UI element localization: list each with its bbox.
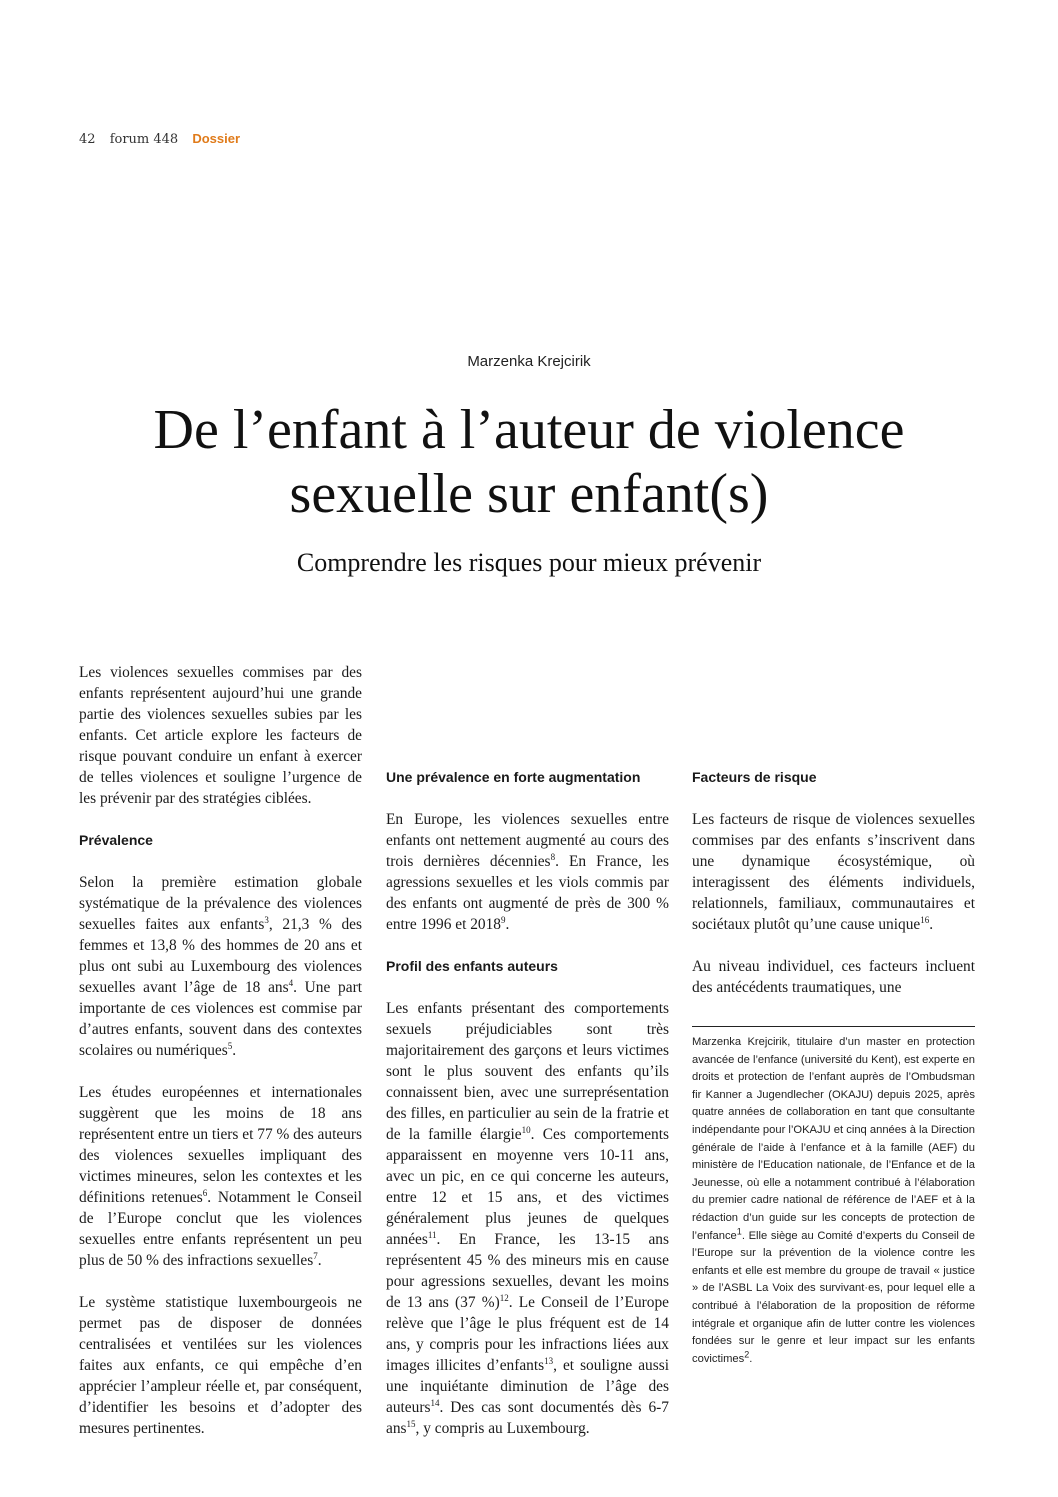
paragraph-prevalence-3: Le système statistique luxembourgeois ne permet pas de disposer de données centralisées et ventilées sur les violences faites aux enfants, ce qui empêche d’en apprécier l’ampleur réelle et, par conséquent, d’identifier les besoins et d’adopter des mesures pertinentes.	[79, 1294, 362, 1437]
footnote-ref: 10	[521, 1124, 531, 1135]
text-run: . Elle siège au Comité d’experts du Conseil de l’Europe sur la prévention de la violence contre les enfants et elle est membre du groupe de travail « justice » de l’ASBL La Voix des survivant·es, pour lequel elle a contribué à l’élaboration de la proposition de réforme intégrale et organique afin de lutter contre les violences fondées sur le genre et leur impact sur les enfants covictimes	[692, 1229, 975, 1365]
intro-paragraph: Les violences sexuelles commises par des enfants représentent aujourd’hui une grande partie des violences sexuelles subies par les enfants. Cet article explore les facteurs de risque pouvant conduire un enfant à exercer de telles violences et souligne l’urgence de les prévenir par des stratégies ciblées.	[79, 664, 362, 807]
text-run: Selon la première estimation globale systématique de la prévalence des violences sexuelles faites aux enfants	[79, 874, 362, 933]
text-run: Marzenka Krejcirik, titulaire d’un master en protection avancée de l’enfance (université du Kent), est experte en droits et protection de l’enfant auprès de l’Ombudsman fir Kanner a Jugendlecher (OKAJU) depuis 2025, après quatre années de collaboration en tant que consultante indépendante pour l’OKAJU et cinq années à la Direction générale de l’aide à l’enfance et à la famille (AEF) du ministère de l’Education nationale, de l’Enfance et de la Jeunesse, où elle a notamment contribué à l’élaboration du premier cadre national de référence de l’AEF et à la rédaction d’un guide sur les concepts de protection de l’enfance	[692, 1036, 975, 1242]
page-number: 42	[79, 132, 96, 147]
paragraph-profil	[386, 998, 669, 1439]
text-run: . En France, les agressions sexuelles et les viols commis par des enfants ont augmenté de près de 300 % entre 1996 et 2018	[386, 853, 669, 933]
footnote-ref: 1	[736, 1225, 742, 1236]
heading-profil: Profil des enfants auteurs	[386, 958, 558, 974]
heading-prevalence: Prévalence	[79, 832, 153, 848]
footnote-ref: 15	[406, 1418, 416, 1429]
paragraph-augmentation: En Europe, les violences sexuelles entre enfants ont nettement augmenté au cours des trois dernières décennies$^8$. En France, les agressions sexuelles et les viols commis par des enfants ont augmenté de près de 300 % entre 1996 et 2018$^9$.	[386, 811, 669, 933]
column-1	[79, 662, 362, 1460]
footnote-ref: 16	[920, 914, 930, 925]
footnote-ref: 7	[313, 1250, 318, 1261]
text-run: . Des cas sont documentés dès 6-7 ans	[386, 1399, 669, 1437]
text-run: , et souligne aussi une inquiétante diminution de l’âge des auteurs	[386, 1357, 669, 1416]
paragraph-facteurs-2: Au niveau individuel, ces facteurs incluent des antécédents traumatiques, une	[692, 958, 975, 996]
heading-facteurs: Facteurs de risque	[692, 769, 817, 785]
footnote-ref: 3	[264, 914, 269, 925]
footnote-ref: 14	[430, 1397, 440, 1408]
footnote-ref: 5	[227, 1040, 233, 1051]
paragraph-facteurs-1: Les facteurs de risque de violences sexuelles commises par des enfants s’inscrivent dans une dynamique écosystémique, où interagissent des éléments individuels, relationnels, familiaux, communautaires et sociétaux plutôt qu’une cause unique$^{16}$.	[692, 811, 975, 933]
text-run: . En France, les 13-15 ans représentent 45 % des mineurs mis en cause pour agressions sexuelles, devant les moins de 13 ans (37 %)	[386, 1231, 669, 1311]
text-run: , y compris au Luxembourg.	[415, 1420, 590, 1437]
footnote-ref: 4	[288, 977, 294, 988]
text-run: Les facteurs de risque de violences sexuelles commises par des enfants s’inscrivent dans une dynamique écosystémique, où interagissent des éléments individuels, relationnels, familiaux, communautaires et sociétaux plutôt qu’une cause unique	[692, 811, 975, 933]
running-header	[79, 131, 250, 147]
section-label: Dossier	[192, 131, 241, 146]
footnote-ref: 8	[550, 851, 556, 862]
footnote-ref: 13	[544, 1355, 554, 1366]
footnote-ref: 2	[744, 1348, 750, 1359]
text-run: Les enfants présentant des comportements sexuels préjudiciables sont très majoritairement des garçons et leurs victimes sont le plus souvent des enfants qu’ils connaissent bien, avec une surreprésentation des filles, en particulier au sein de la fratrie et de la famille élargie	[386, 1000, 669, 1143]
text-run: En Europe, les violences sexuelles entre enfants ont nettement augmenté au cours des trois dernières décennies	[386, 811, 669, 870]
article-subtitle: Comprendre les risques pour mieux prévenir	[296, 548, 762, 577]
text-run: .	[749, 1352, 753, 1365]
text-run: . Le Conseil de l’Europe relève que l’âge le plus fréquent est de 14 ans, y compris pour les infractions liées aux images illicites d’enfants	[386, 1294, 669, 1374]
footnote-ref: 6	[202, 1187, 208, 1198]
bio-divider	[692, 1026, 975, 1027]
text-run: . Notamment le Conseil de l’Europe conclut que les violences sexuelles entre enfants représentent un peu plus de 50 % des infractions sexuelles	[79, 1189, 362, 1269]
text-run: , 21,3 % des femmes et 13,8 % des hommes de 20 ans et plus ont subi au Luxembourg des violences sexuelles avant l’âge de 18 ans	[79, 916, 362, 996]
text-run: Les études européennes et internationales suggèrent que les moins de 18 ans représentent entre un tiers et 77 % des auteurs des violences sexuelles impliquant des victimes mineures, selon les contextes et les définitions retenues	[79, 1084, 362, 1206]
article-author: Marzenka Krejcirik	[467, 353, 591, 370]
column-3	[692, 662, 975, 1019]
article-title: De l’enfant à l’auteur de violence sexuelle sur enfant(s)	[153, 399, 905, 525]
footnote-ref: 9	[500, 914, 506, 925]
paragraph-prevalence-1: Selon la première estimation globale systématique de la prévalence des violences sexuelles faites aux enfants$^3$, 21,3 % des femmes et 13,8 % des hommes de 20 ans et plus ont subi au Luxembourg des violences sexuelles avant l’âge de 18 ans$^4$. Une part importante de ces violences est commise par d’autres enfants, souvent dans des contextes scolaires ou numériques$^5$.	[79, 874, 362, 1059]
text-run: . Ces comportements apparaissent en moyenne vers 10-11 ans, avec un pic, en ce qui concerne les auteurs, entre 12 et 15 ans, et des victimes généralement plus jeunes de quelques années	[386, 1126, 670, 1248]
author-bio	[692, 1034, 975, 1368]
text-run: . Une part importante de ces violences est commise par d’autres enfants, souvent dans des contextes scolaires ou numériques	[79, 979, 362, 1059]
footnote-ref: 11	[427, 1229, 437, 1240]
paragraph-prevalence-2: Les études européennes et internationales suggèrent que les moins de 18 ans représentent entre un tiers et 77 % des auteurs des violences sexuelles impliquant des victimes mineures, selon les contextes et les définitions retenues$^6$. Notamment le Conseil de l’Europe conclut que les violences sexuelles entre enfants représentent un peu plus de 50 % des infractions sexuelles$^7$.	[79, 1084, 362, 1269]
column-2-flow	[386, 662, 669, 1460]
footnote-ref: 12	[499, 1292, 509, 1303]
heading-augmentation: Une prévalence en forte augmentation	[386, 769, 641, 785]
magazine-issue: forum 448	[109, 132, 179, 147]
